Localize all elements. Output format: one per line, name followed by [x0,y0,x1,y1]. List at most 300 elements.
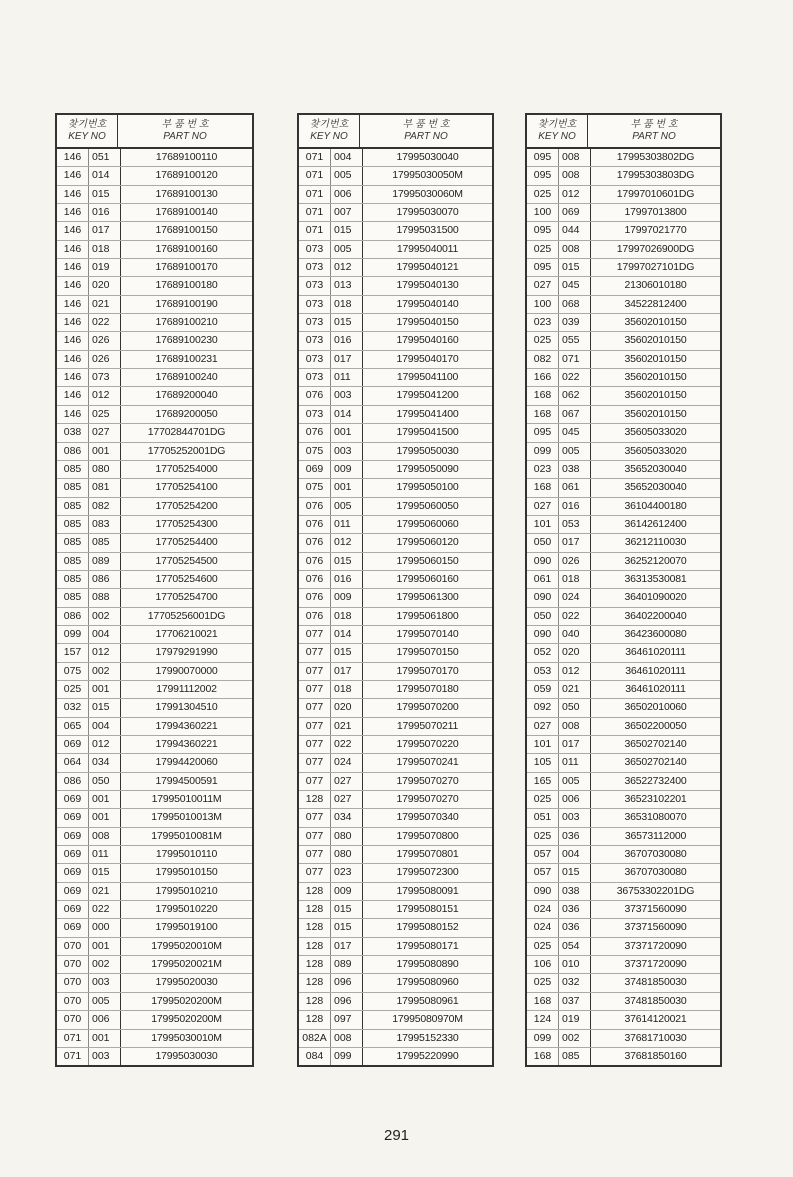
key-item-cell: 044 [559,222,591,239]
part-no-cell: 36402200040 [624,609,687,622]
part-no-cell: 17995061300 [396,591,459,604]
key-item-cell: 036 [559,901,591,918]
part-header-kr: 부 품 번 호 [402,119,450,130]
key-item-cell: 014 [331,626,363,643]
key-item-cell: 073 [89,369,121,386]
key-group-cell: 146 [57,296,89,313]
table-header [527,115,720,149]
key-item-cell: 015 [559,259,591,276]
table-row [57,443,252,461]
table-row [57,663,252,681]
table-row [527,993,720,1011]
key-item-cell: 096 [331,974,363,991]
key-group-cell: 095 [527,259,559,276]
key-item-cell: 005 [559,443,591,460]
table-row [299,919,492,937]
key-item-cell: 006 [331,186,363,203]
table-row [57,791,252,809]
part-no-cell: 17995020030 [155,976,218,989]
key-group-cell: 146 [57,406,89,423]
table-row [299,259,492,277]
key-group-cell: 025 [527,332,559,349]
key-group-cell: 165 [527,773,559,790]
key-item-cell: 068 [559,296,591,313]
key-item-cell: 001 [89,681,121,698]
key-item-cell: 000 [89,919,121,936]
key-group-cell: 064 [57,754,89,771]
table-row [527,608,720,626]
table-row [527,718,720,736]
key-item-cell: 021 [559,681,591,698]
key-item-cell: 014 [331,406,363,423]
key-item-cell: 089 [89,553,121,570]
key-group-cell: 086 [57,608,89,625]
key-item-cell: 096 [331,993,363,1010]
part-no-cell: 17689100231 [155,352,218,365]
table-row [299,1048,492,1065]
key-item-cell: 026 [89,351,121,368]
table-row [57,387,252,405]
key-item-cell: 001 [89,791,121,808]
part-no-cell: 17995080960 [396,976,459,989]
table-row [527,443,720,461]
key-item-cell: 045 [559,277,591,294]
part-no-cell: 37481850030 [624,976,687,989]
table-row [527,773,720,791]
part-no-cell: 37481850030 [624,994,687,1007]
part-no-cell: 17995010011M [151,793,222,806]
part-no-cell: 36707030080 [624,848,687,861]
key-item-cell: 008 [331,1030,363,1047]
table-row [299,534,492,552]
key-group-cell: 077 [299,864,331,881]
key-group-cell: 084 [299,1048,331,1065]
part-no-cell: 35605033020 [624,444,687,457]
key-group-cell: 073 [299,314,331,331]
key-item-cell: 081 [89,479,121,496]
key-group-cell: 146 [57,369,89,386]
table-row [57,828,252,846]
table-row [527,277,720,295]
table-row [299,993,492,1011]
key-item-cell: 024 [559,589,591,606]
key-item-cell: 017 [331,938,363,955]
key-item-cell: 020 [559,644,591,661]
key-group-cell: 069 [57,846,89,863]
key-item-cell: 004 [331,149,363,166]
key-group-cell: 024 [527,901,559,918]
table-row [299,736,492,754]
key-item-cell: 001 [331,479,363,496]
key-item-cell: 069 [559,204,591,221]
table-row [57,626,252,644]
table-row [57,149,252,167]
table-row [527,149,720,167]
key-group-cell: 085 [57,589,89,606]
key-item-cell: 001 [89,938,121,955]
table-row [527,809,720,827]
table-header [57,115,252,149]
key-group-cell: 070 [57,956,89,973]
key-group-cell: 085 [57,479,89,496]
part-no-cell: 17689100230 [155,334,218,347]
part-no-cell: 17995070180 [396,682,459,695]
key-group-cell: 095 [527,149,559,166]
key-item-cell: 061 [559,479,591,496]
key-item-cell: 022 [559,369,591,386]
part-no-cell: 17995040130 [396,279,459,292]
key-item-cell: 018 [331,296,363,313]
part-no-cell: 35602010150 [624,316,687,329]
key-item-cell: 010 [559,956,591,973]
table-row [57,406,252,424]
table-row [299,1011,492,1029]
key-group-cell: 146 [57,149,89,166]
part-no-cell: 17995070270 [396,774,459,787]
part-no-cell: 17995010110 [155,848,218,861]
key-item-cell: 015 [331,919,363,936]
table-row [57,351,252,369]
key-group-cell: 085 [57,516,89,533]
table-row [57,167,252,185]
part-no-cell: 37371720090 [624,958,687,971]
part-no-cell: 17995050100 [396,481,459,494]
part-no-cell: 21306010180 [624,279,687,292]
key-item-cell: 080 [331,828,363,845]
key-item-cell: 027 [331,773,363,790]
key-group-cell: 166 [527,369,559,386]
table-row [527,204,720,222]
table-row [527,369,720,387]
key-no-header [527,115,588,147]
part-no-cell: 17995040140 [396,297,459,310]
part-no-cell: 35602010150 [624,407,687,420]
table-row [57,883,252,901]
part-no-cell: 17689100180 [155,279,218,292]
table-row [299,332,492,350]
part-no-cell: 17689100140 [155,206,218,219]
key-group-cell: 077 [299,699,331,716]
table-row [527,864,720,882]
key-group-cell: 128 [299,791,331,808]
key-group-cell: 025 [527,828,559,845]
key-item-cell: 034 [331,809,363,826]
key-group-cell: 146 [57,314,89,331]
table-row [57,773,252,791]
table-row [57,1048,252,1065]
key-header-kr: 찾기번호 [537,119,577,130]
part-no-cell: 17994420060 [155,756,218,769]
table-row [299,553,492,571]
key-item-cell: 005 [89,993,121,1010]
part-no-cell: 36522732400 [624,774,687,787]
part-no-cell: 17994360221 [155,738,218,750]
part-no-cell: 17994500591 [155,774,218,787]
key-group-cell: 082A [299,1030,331,1047]
part-no-cell: 17705254200 [155,499,218,512]
table-row [57,296,252,314]
key-item-cell: 026 [89,332,121,349]
key-group-cell: 168 [527,387,559,404]
key-group-cell: 092 [527,699,559,716]
key-item-cell: 009 [331,461,363,478]
table-row [527,919,720,937]
key-item-cell: 039 [559,314,591,331]
key-item-cell: 016 [559,498,591,515]
key-group-cell: 168 [527,479,559,496]
part-no-cell: 17995080970M [392,1013,463,1026]
key-group-cell: 025 [527,186,559,203]
key-item-cell: 022 [331,736,363,753]
key-item-cell: 083 [89,516,121,533]
table-row [527,314,720,332]
table-row [299,626,492,644]
table-row [57,864,252,882]
part-no-cell: 36142612400 [624,517,687,530]
key-item-cell: 018 [331,681,363,698]
part-no-cell: 17689100160 [155,242,218,255]
key-item-cell: 053 [559,516,591,533]
key-group-cell: 090 [527,883,559,900]
key-item-cell: 005 [331,498,363,515]
part-no-cell: 17995030060M [392,187,463,200]
key-item-cell: 027 [89,424,121,441]
table-row [57,534,252,552]
table-row [299,608,492,626]
part-no-cell: 17995010220 [155,903,218,916]
key-item-cell: 003 [331,443,363,460]
key-item-cell: 011 [559,754,591,771]
part-no-cell: 17997021770 [624,224,687,237]
table-row [299,956,492,974]
key-item-cell: 088 [89,589,121,606]
part-no-cell: 17689100110 [155,151,218,163]
key-item-cell: 012 [89,644,121,661]
part-no-cell: 36502702140 [624,738,687,750]
key-item-cell: 015 [89,186,121,203]
key-item-cell: 036 [559,919,591,936]
key-group-cell: 069 [57,828,89,845]
part-no-cell: 36401090020 [624,591,687,604]
key-item-cell: 004 [559,846,591,863]
key-item-cell: 067 [559,406,591,423]
key-item-cell: 005 [559,773,591,790]
part-no-cell: 17995010013M [151,811,222,824]
table-row [299,571,492,589]
key-group-cell: 070 [57,1011,89,1028]
table-row [57,919,252,937]
key-group-cell: 168 [527,406,559,423]
key-no-header [299,115,360,147]
part-no-cell: 17995070241 [396,756,459,769]
key-group-cell: 073 [299,241,331,258]
part-no-cell: 17995080890 [396,958,459,971]
key-group-cell: 077 [299,736,331,753]
table-row [57,461,252,479]
key-group-cell: 025 [527,791,559,808]
key-group-cell: 146 [57,332,89,349]
table-row [299,277,492,295]
key-group-cell: 105 [527,754,559,771]
table-body [299,149,492,1065]
part-no-cell: 37614120021 [624,1013,687,1026]
part-no-cell: 17995220990 [396,1049,459,1062]
table-row [299,516,492,534]
key-group-cell: 100 [527,296,559,313]
key-group-cell: 100 [527,204,559,221]
part-no-cell: 17689100190 [155,297,218,310]
key-group-cell: 052 [527,644,559,661]
key-group-cell: 128 [299,883,331,900]
table-row [527,663,720,681]
table-row [299,387,492,405]
table-row [299,864,492,882]
part-no-cell: 17995303803DG [616,169,695,182]
table-row [299,681,492,699]
key-item-cell: 038 [559,883,591,900]
part-no-cell: 17991112002 [156,682,217,695]
key-item-cell: 012 [89,736,121,753]
table-row [57,314,252,332]
key-group-cell: 069 [299,461,331,478]
key-group-cell: 065 [57,718,89,735]
key-group-cell: 050 [527,534,559,551]
table-row [57,956,252,974]
key-group-cell: 069 [57,809,89,826]
key-group-cell: 090 [527,553,559,570]
key-item-cell: 022 [89,901,121,918]
key-item-cell: 021 [89,296,121,313]
key-group-cell: 085 [57,553,89,570]
part-no-cell: 17705254100 [155,481,218,494]
part-no-cell: 17995152330 [396,1031,459,1044]
key-group-cell: 061 [527,571,559,588]
part-header-kr: 부 품 번 호 [161,119,209,130]
table-row [527,222,720,240]
key-item-cell: 034 [89,754,121,771]
table-row [299,791,492,809]
key-item-cell: 002 [89,956,121,973]
key-item-cell: 008 [559,241,591,258]
key-group-cell: 128 [299,1011,331,1028]
part-no-cell: 17995060060 [396,517,459,530]
key-item-cell: 097 [331,1011,363,1028]
table-row [299,828,492,846]
part-no-cell: 36502200050 [624,719,687,732]
part-no-cell: 17995020021M [151,958,222,971]
table-row [57,498,252,516]
table-row [299,883,492,901]
part-no-cell: 17995050090 [396,462,459,475]
key-item-cell: 007 [331,204,363,221]
table-row [527,1011,720,1029]
table-row [527,736,720,754]
key-group-cell: 075 [299,443,331,460]
table-row [299,754,492,772]
key-item-cell: 050 [559,699,591,716]
table-row [527,699,720,717]
key-item-cell: 001 [89,443,121,460]
key-group-cell: 069 [57,883,89,900]
key-group-cell: 027 [527,498,559,515]
table-row [527,883,720,901]
part-header-en: PART NO [404,131,448,142]
key-group-cell: 073 [299,369,331,386]
key-item-cell: 024 [331,754,363,771]
key-group-cell: 077 [299,626,331,643]
key-header-kr: 찾기번호 [309,119,349,130]
key-item-cell: 006 [559,791,591,808]
key-item-cell: 020 [331,699,363,716]
key-item-cell: 080 [89,461,121,478]
key-group-cell: 085 [57,534,89,551]
table-row [299,498,492,516]
table-row [57,241,252,259]
key-group-cell: 090 [527,589,559,606]
part-no-cell: 17995070220 [396,738,459,750]
table-row [527,589,720,607]
table-row [527,553,720,571]
table-row [299,222,492,240]
key-item-cell: 019 [89,259,121,276]
key-group-cell: 023 [527,314,559,331]
key-header-en: KEY NO [68,131,106,142]
key-group-cell: 077 [299,681,331,698]
key-item-cell: 018 [89,241,121,258]
part-no-cell: 17995070270 [396,793,459,806]
key-item-cell: 004 [89,626,121,643]
table-row [527,754,720,772]
part-no-cell: 17995070340 [396,811,459,824]
table-row [527,791,720,809]
table-row [57,608,252,626]
key-group-cell: 168 [527,993,559,1010]
table-row [527,351,720,369]
table-row [527,332,720,350]
key-group-cell: 076 [299,498,331,515]
part-no-cell: 17994360221 [155,719,218,732]
table-row [57,644,252,662]
table-row [57,846,252,864]
part-no-cell: 17997027101DG [616,261,695,274]
part-no-cell: 17689100130 [155,187,218,200]
key-item-cell: 003 [559,809,591,826]
table-row [527,956,720,974]
part-no-cell: 17995080152 [396,921,459,934]
key-group-cell: 069 [57,901,89,918]
key-item-cell: 012 [331,259,363,276]
part-no-cell: 17995060160 [396,572,459,585]
key-group-cell: 073 [299,296,331,313]
table-row [57,589,252,607]
key-group-cell: 106 [527,956,559,973]
key-item-cell: 015 [331,553,363,570]
key-item-cell: 055 [559,332,591,349]
part-no-cell: 17995041500 [396,426,459,439]
key-group-cell: 075 [57,663,89,680]
key-group-cell: 025 [57,681,89,698]
table-row [57,901,252,919]
table-row [527,167,720,185]
table-row [57,809,252,827]
part-no-cell: 17995019100 [155,921,218,934]
table-row [527,846,720,864]
key-group-cell: 057 [527,864,559,881]
table-row [527,479,720,497]
table-header [299,115,492,149]
key-group-cell: 077 [299,718,331,735]
part-no-cell: 17705256001DG [147,609,226,622]
